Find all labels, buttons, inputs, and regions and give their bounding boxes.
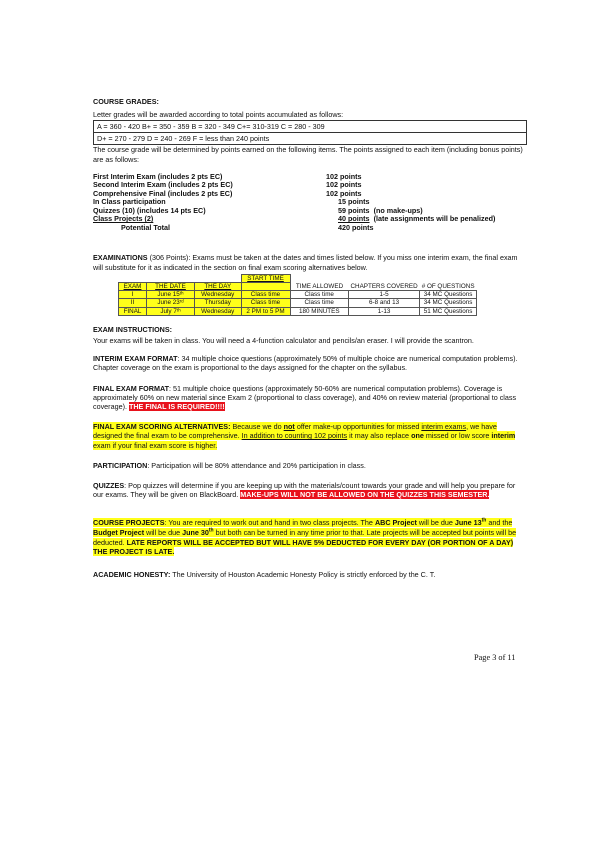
final-required-notice: THE FINAL IS REQUIRED!!!! <box>128 401 225 411</box>
schedule-exam: I <box>119 291 147 299</box>
quizzes-paragraph <box>93 481 527 499</box>
schedule-questions: 34 MC Questions <box>420 299 477 307</box>
scoring-text: missed or low score <box>423 431 492 441</box>
honesty-text: The University of Houston Academic Honesty Policy is strictly enforced by the C. T. <box>170 569 436 579</box>
grades-intro: Letter grades will be awarded according to total points accumulated as follows: <box>93 110 344 120</box>
scoring-emphasis: interim exams <box>421 422 467 432</box>
exam-instructions-text: Your exams will be taken in class. You will need a 4-function calculator and pencils/an eraser. I will provide the scantron. <box>93 335 474 345</box>
points-total-label: Potential Total <box>121 222 170 232</box>
syllabus-page <box>93 97 527 579</box>
points-note <box>374 181 496 190</box>
points-note <box>374 190 496 199</box>
projects-heading: COURSE PROJECTS <box>93 517 165 527</box>
honesty-heading: ACADEMIC HONESTY: <box>93 569 171 579</box>
day-header: THE DAY <box>195 282 242 290</box>
points-label: Quizzes (10) (includes 14 pts EC) <box>93 205 206 215</box>
points-label: First Interim Exam (includes 2 pts EC) <box>93 171 223 181</box>
projects-late-policy: LATE REPORTS WILL BE ACCEPTED BUT WILL HAVE 5% DEDUCTED FOR EVERY DAY (OR PORTION OF A DAY) THE PROJECT IS LATE. <box>93 537 514 556</box>
interim-format-paragraph <box>93 354 527 372</box>
scoring-alternatives-heading: FINAL EXAM SCORING ALTERNATIVES: <box>93 422 231 432</box>
schedule-day: Thursday <box>195 299 242 307</box>
exam-instructions-heading: EXAM INSTRUCTIONS: <box>93 324 173 334</box>
participation-text: : Participation will be 80% attendance and 20% participation in class. <box>147 460 366 470</box>
projects-text: will be due <box>416 517 455 527</box>
projects-emphasis: ABC Project <box>374 517 417 527</box>
scoring-emphasis: not <box>283 422 295 432</box>
schedule-chapters: 6-8 and 13 <box>349 299 420 307</box>
chapters-header: CHAPTERS COVERED <box>350 282 418 290</box>
date-header: THE DATE <box>147 282 195 290</box>
points-value: 102 points <box>326 180 362 190</box>
interim-format-text: : 34 multiple choice questions (approximately 50% of multiple choice are numerical computation problems). Chapter coverage on the exam is proportional to the days assigned for the chapter on the syllabus. <box>93 354 518 373</box>
projects-text: will be due <box>144 528 183 538</box>
points-label: Class Projects (2) <box>93 214 154 224</box>
final-format-paragraph <box>93 384 527 412</box>
schedule-date: July 7ᵗʰ <box>147 307 195 315</box>
participation-heading: PARTICIPATION <box>93 460 148 470</box>
projects-text: and the <box>486 517 513 527</box>
scoring-text: Because we do <box>230 422 284 432</box>
time-allowed-header: TIME ALLOWED <box>295 282 344 290</box>
scoring-text: offer make-up opportunities for missed <box>294 422 422 432</box>
schedule-day: Wednesday <box>195 307 242 315</box>
quizzes-warning: MAKE-UPS WILL NOT BE ALLOWED ON THE QUIZZES THIS SEMESTER. <box>240 490 490 500</box>
schedule-exam: FINAL <box>119 307 147 315</box>
grade-scale-row: D+ = 270 - 279 D = 240 - 269 F = less than 240 points <box>94 132 526 144</box>
schedule-row <box>119 299 477 307</box>
points-value: 15 points <box>338 197 370 207</box>
scoring-text: it may also replace <box>347 431 412 441</box>
exam-schedule-table <box>118 274 477 316</box>
final-format-heading: FINAL EXAM FORMAT <box>93 383 169 393</box>
interim-format-heading: INTERIM EXAM FORMAT <box>93 354 178 364</box>
projects-emphasis: June 13 <box>454 517 482 527</box>
points-value: 59 points <box>338 205 370 215</box>
quizzes-text: : Pop quizzes will determine if you are keeping up with the materials/count towards your grade and will help you prepare for our exams. They will be given on BlackBoard. <box>93 480 516 500</box>
projects-paragraph: COURSE PROJECTS: You are required to work out and hand in two class projects. The ABC Project will be due June 13th and the Budget Project will be due June 30th but both can be turned in any time prior to that. Late projects will be accepted but points will be deducted. LATE REPORTS WILL BE ACCEPTED BUT WILL HAVE 5% DEDUCTED FOR EVERY DAY (OR PORTION OF A DAY) THE PROJECT IS LATE. <box>93 517 517 556</box>
schedule-row <box>119 307 477 315</box>
course-grades-heading: COURSE GRADES: <box>93 97 159 106</box>
schedule-start: 2 PM to 5 PM <box>241 307 290 315</box>
points-note <box>374 173 496 182</box>
quizzes-heading: QUIZZES <box>93 480 125 490</box>
exam-header: EXAM <box>119 282 147 290</box>
schedule-questions: 51 MC Questions <box>420 307 477 315</box>
participation-paragraph <box>93 461 527 470</box>
points-label: In Class participation <box>93 197 166 207</box>
scoring-emphasis: interim <box>491 431 516 441</box>
final-format-text: : 51 multiple choice questions (approximately 50-60% are numerical computation problems). Coverage is approximately 60% on new material since Exam 2 (proportional to class coverage), and 40% on review material (proportional to class coverage). <box>93 383 517 411</box>
schedule-time: Class time <box>290 299 349 307</box>
honesty-paragraph <box>93 570 527 579</box>
schedule-chapters: 1-5 <box>349 291 420 299</box>
schedule-start: Class time <box>241 291 290 299</box>
schedule-time: 180 MINUTES <box>290 307 349 315</box>
projects-text: but both can be turned in any time prior to that. Late projects will be accepted but points will be deducted. <box>93 528 517 547</box>
scoring-emphasis: one <box>411 431 424 441</box>
schedule-day: Wednesday <box>195 291 242 299</box>
points-value: 40 points <box>338 214 370 224</box>
points-total-row <box>93 224 495 233</box>
points-note: (no make-ups) <box>373 205 423 215</box>
schedule-exam: II <box>119 299 147 307</box>
points-label: Comprehensive Final (includes 2 pts EC) <box>93 188 233 198</box>
schedule-date: June 23ʳᵈ <box>147 299 195 307</box>
page-number: Page 3 of 11 <box>474 653 516 662</box>
questions-header: # OF QUESTIONS <box>421 282 475 290</box>
points-value: 102 points <box>326 188 362 198</box>
points-note: (late assignments will be penalized) <box>373 214 496 224</box>
start-time-header: START TIME <box>241 274 290 282</box>
grade-determination-text: The course grade will be determined by points earned on the following items. The points assigned to each item (including bonus points) are as follows: <box>93 145 523 164</box>
examinations-points: (306 Points): <box>149 253 191 263</box>
points-value: 102 points <box>326 171 362 181</box>
points-table <box>93 173 495 233</box>
examinations-heading: EXAMINATIONS <box>93 253 148 263</box>
grade-scale-box <box>93 120 527 145</box>
schedule-row <box>119 291 477 299</box>
examinations-paragraph <box>93 253 527 271</box>
schedule-header-row <box>119 274 477 282</box>
projects-emphasis: June 30 <box>182 528 209 538</box>
projects-emphasis: Budget Project <box>93 528 145 538</box>
schedule-chapters: 1-13 <box>349 307 420 315</box>
schedule-start: Class time <box>241 299 290 307</box>
schedule-questions: 34 MC Questions <box>420 291 477 299</box>
scoring-text: , we have designed the final exam to be comprehensive. <box>93 422 497 441</box>
examinations-text: Exams must be taken at the dates and times listed below. If you miss one interim exam, the final exam will substitute for it as indicated in the section on final exam scoring alternatives below. <box>93 253 518 272</box>
points-total-value: 420 points <box>338 222 374 232</box>
scoring-text: exam if your final exam score is higher. <box>93 440 218 450</box>
grade-scale-row: A = 360 - 420 B+ = 350 - 359 B = 320 - 349 C+= 310-319 C = 280 - 309 <box>97 122 325 132</box>
scoring-emphasis: In addition to counting 102 points <box>241 431 348 441</box>
scoring-alternatives-paragraph <box>93 422 527 450</box>
schedule-time: Class time <box>290 291 349 299</box>
schedule-date: June 15ᵗʰ <box>147 291 195 299</box>
points-label: Second Interim Exam (includes 2 pts EC) <box>93 180 233 190</box>
projects-text: : You are required to work out and hand in two class projects. The <box>164 517 375 527</box>
